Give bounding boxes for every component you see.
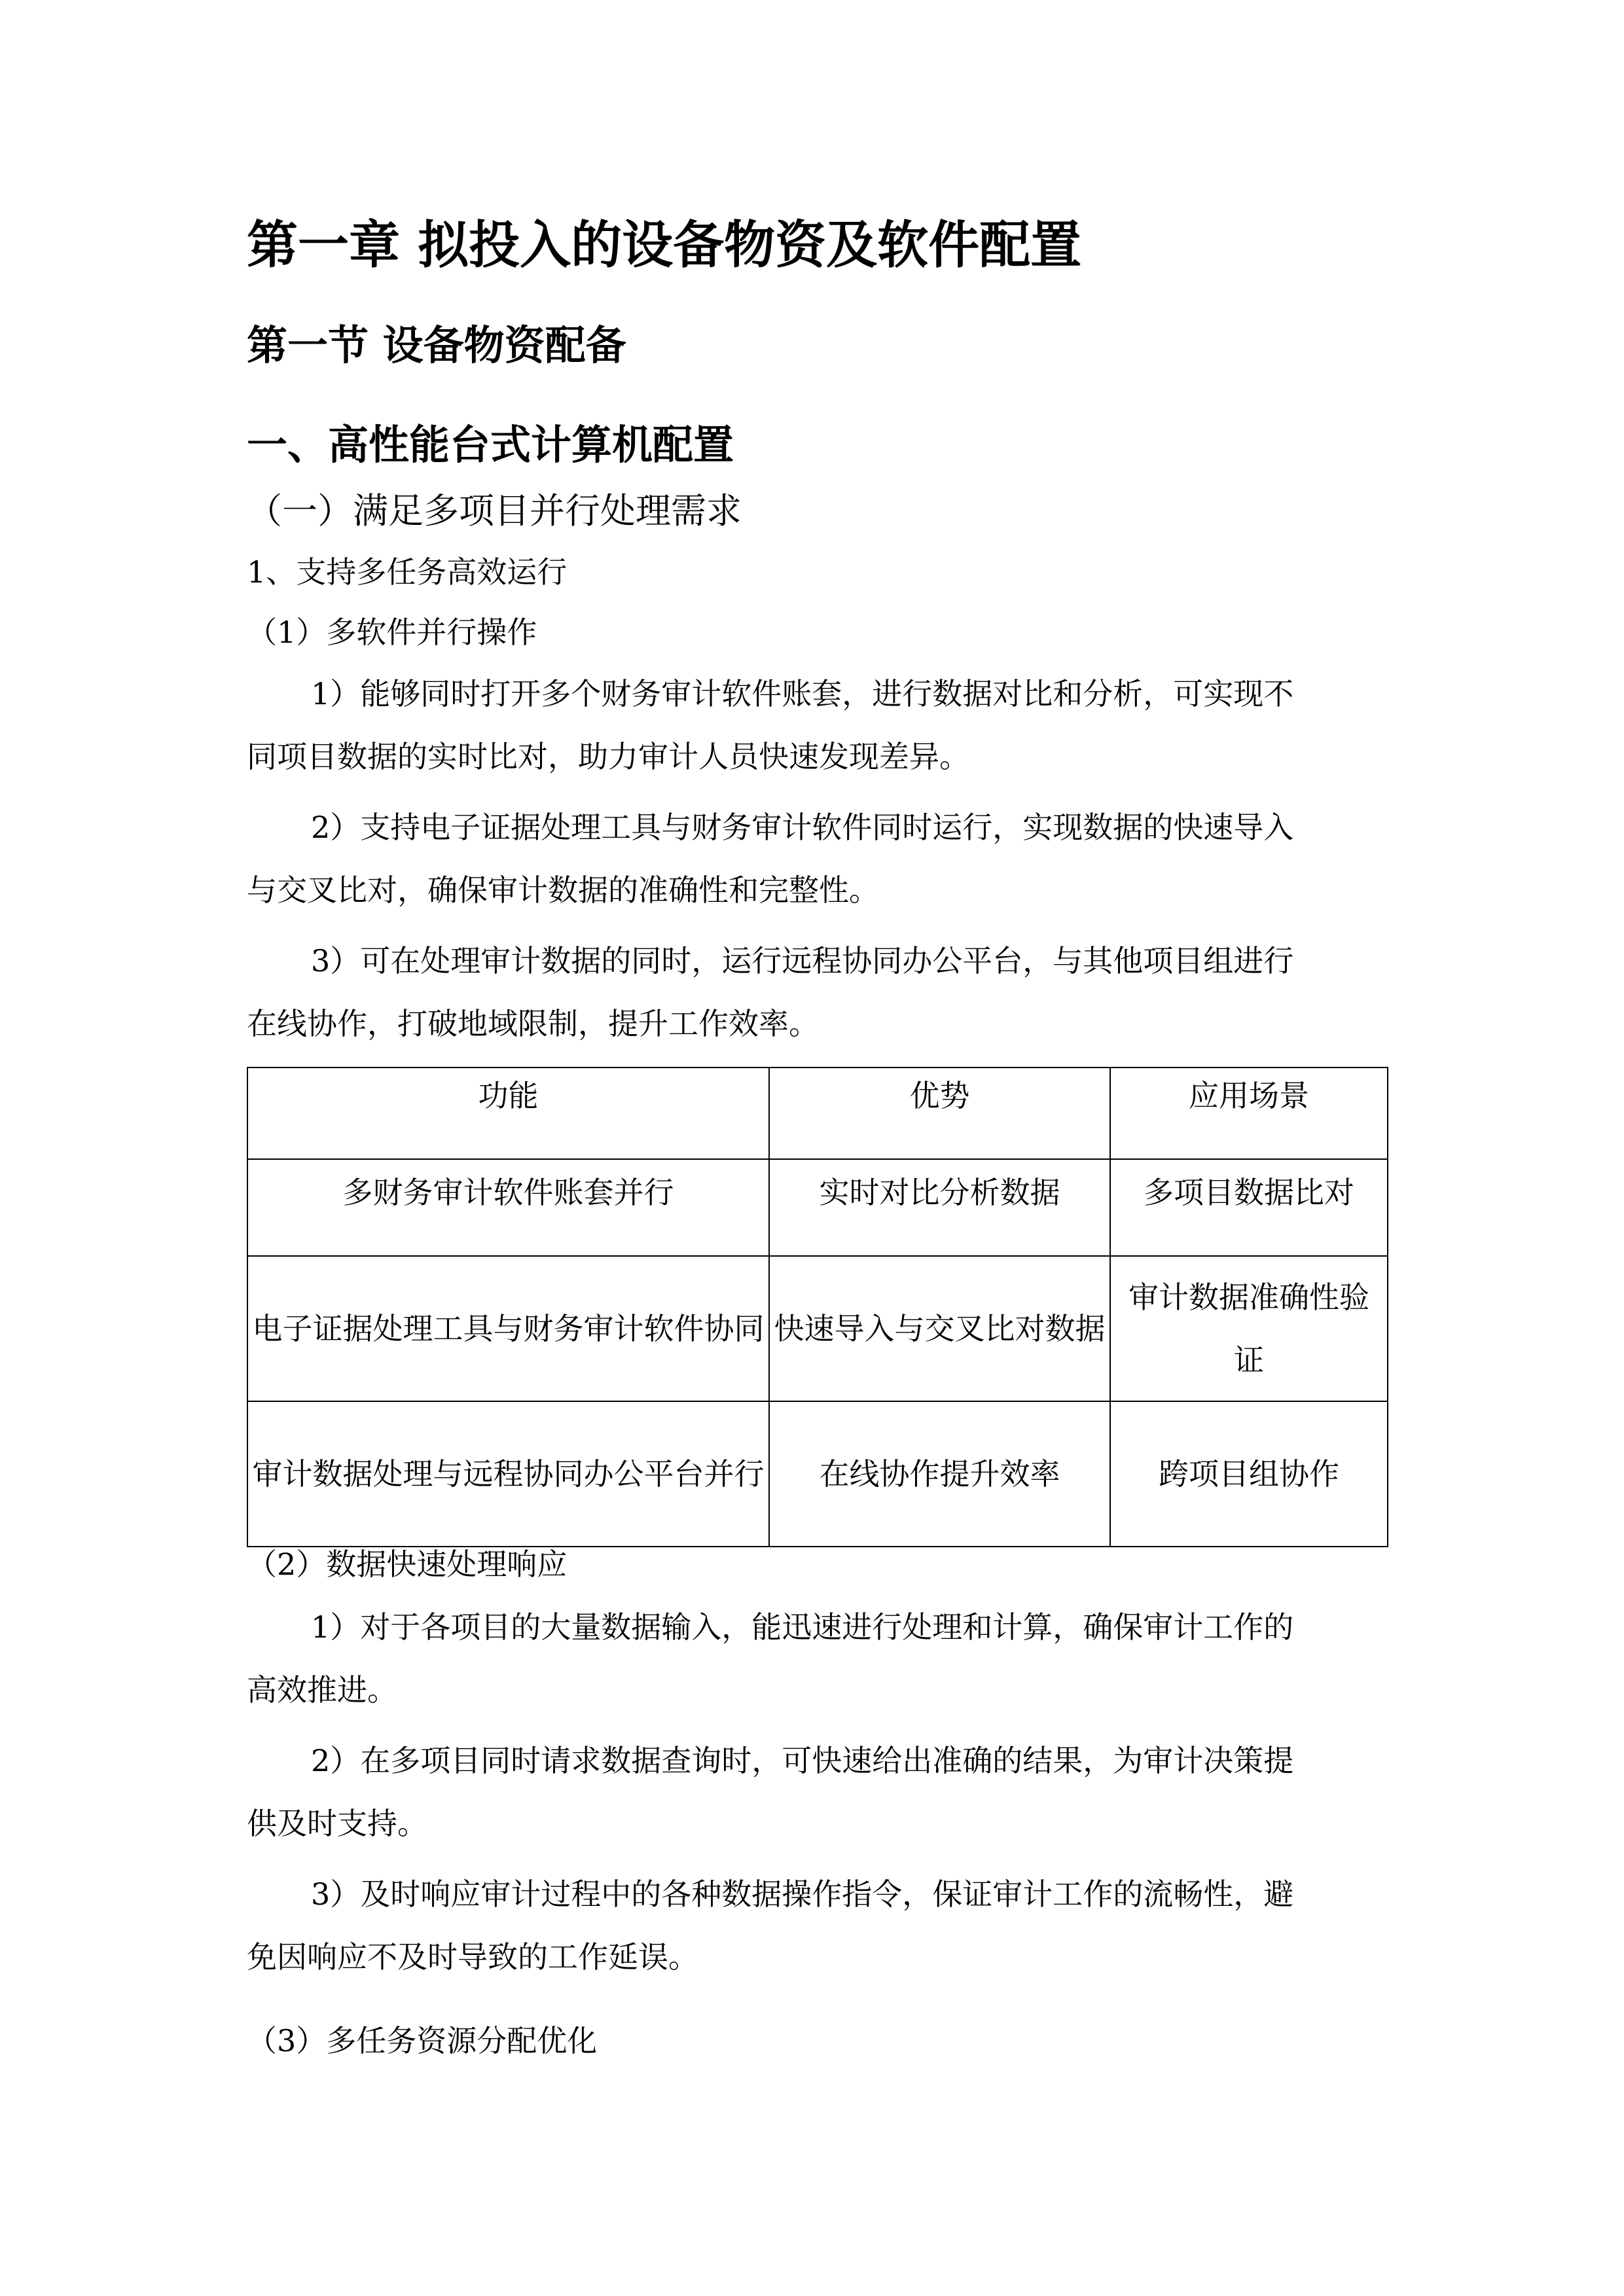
paragraph-5-line-1: 2）在多项目同时请求数据查询时，可快速给出准确的结果，为审计决策提 [311,1743,1294,1778]
table-cell: 多财务审计软件账套并行 [247,1159,769,1256]
sub-1-title: （1）多软件并行操作 [247,615,537,650]
paragraph-1-line-2: 同项目数据的实时比对，助力审计人员快速发现差异。 [247,739,969,774]
sub-2-title: （2）数据快速处理响应 [247,1547,568,1582]
item-1-title: 1、支持多任务高效运行 [247,554,568,590]
table-cell: 在线协作提升效率 [769,1401,1110,1547]
paragraph-3-line-1: 3）可在处理审计数据的同时，运行远程协同办公平台，与其他项目组进行 [311,943,1294,978]
table-header-cell: 应用场景 [1110,1067,1388,1159]
paragraph-1-line-1: 1）能够同时打开多个财务审计软件账套，进行数据对比和分析，可实现不 [311,676,1294,711]
table-header-cell: 优势 [769,1067,1110,1159]
section-title: 第一节 设备物资配备 [247,321,626,369]
paragraph-5-line-2: 供及时支持。 [247,1806,427,1841]
table-row [247,1256,1388,1401]
subsection-title: 一、高性能台式计算机配置 [247,421,734,469]
chapter-title: 第一章 拟投入的设备物资及软件配置 [247,216,1082,275]
feature-table [247,1067,1388,1547]
table-cell: 实时对比分析数据 [769,1159,1110,1256]
paragraph-4-line-2: 高效推进。 [247,1672,397,1708]
table-cell: 多项目数据比对 [1110,1159,1388,1256]
table-row [247,1401,1388,1547]
paragraph-6-line-1: 3）及时响应审计过程中的各种数据操作指令，保证审计工作的流畅性，避 [311,1876,1294,1912]
part-title: （一）满足多项目并行处理需求 [247,490,742,531]
paragraph-2-line-1: 2）支持电子证据处理工具与财务审计软件同时运行，实现数据的快速导入 [311,810,1294,845]
table-cell: 审计数据处理与远程协同办公平台并行 [247,1401,769,1547]
table-cell: 电子证据处理工具与财务审计软件协同 [247,1256,769,1401]
paragraph-3-line-2: 在线协作，打破地域限制，提升工作效率。 [247,1006,819,1041]
paragraph-6-line-2: 免因响应不及时导致的工作延误。 [247,1939,698,1975]
table-header-row [247,1067,1388,1159]
table-cell: 审计数据准确性验证 [1110,1256,1388,1401]
paragraph-4-line-1: 1）对于各项目的大量数据输入，能迅速进行处理和计算，确保审计工作的 [311,1609,1294,1645]
sub-3-title: （3）多任务资源分配优化 [247,2023,598,2058]
table-row [247,1159,1388,1256]
table-header-cell: 功能 [247,1067,769,1159]
paragraph-2-line-2: 与交叉比对，确保审计数据的准确性和完整性。 [247,872,879,908]
table-cell: 快速导入与交叉比对数据 [769,1256,1110,1401]
table-cell: 跨项目组协作 [1110,1401,1388,1547]
